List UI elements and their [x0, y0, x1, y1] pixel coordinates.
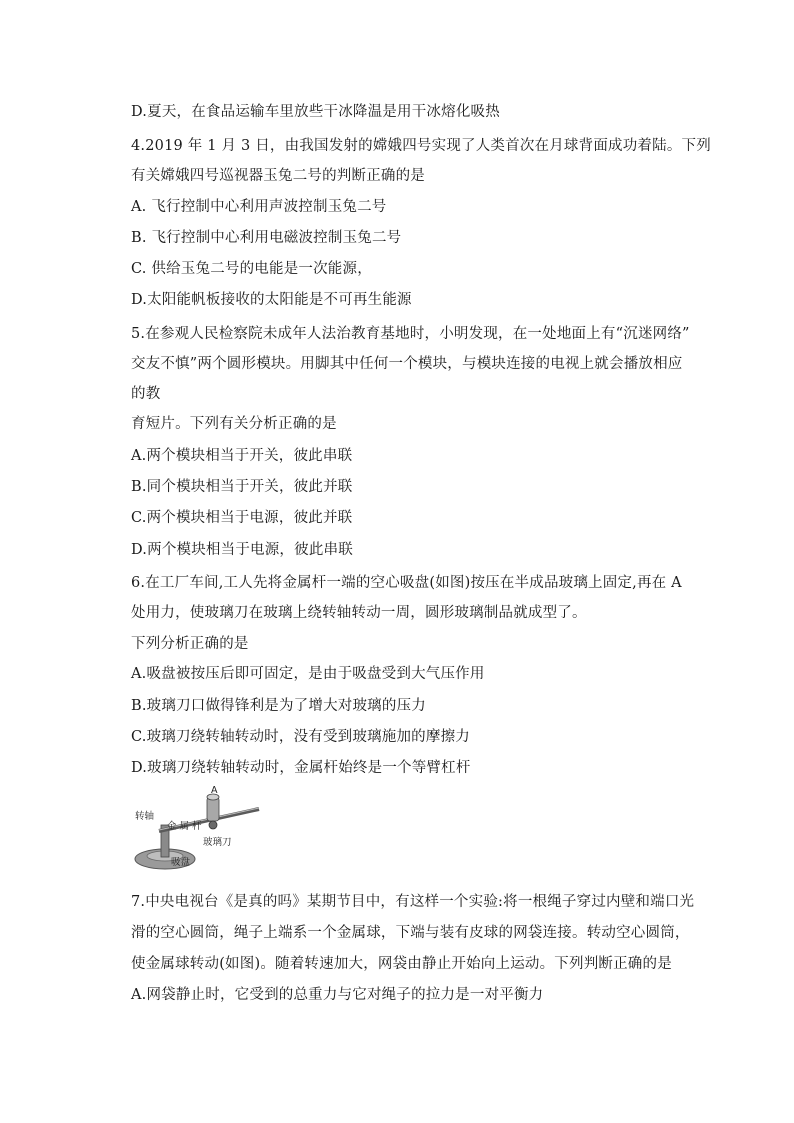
question-4-option-c: C. 供给玉兔二号的电能是一次能源， — [131, 261, 372, 277]
question-7-stem-line-3: 使金属球转动(如图)。随着转速加大，网袋由静止开始向上运动。下列判断正确的是 — [131, 956, 672, 972]
question-5-option-b: B.同个模块相当于开关，彼此并联 — [131, 479, 353, 495]
question-5-stem-line-1: 5.在参观人民检察院未成年人法治教育基地时，小明发现，在一处地面上有“沉迷网络” — [131, 326, 690, 342]
question-4-stem-line-1: 4.2019 年 1 月 3 日，由我国发射的嫦娥四号实现了人类首次在月球背面成功着陆。下列 — [131, 138, 711, 154]
figure-label-axis: 转轴 — [135, 811, 155, 822]
question-4-option-d: D.太阳能帆板接收的太阳能是不可再生能源 — [131, 292, 412, 308]
figure-label-a: A — [211, 785, 218, 796]
question-5-option-c: C.两个模块相当于电源，彼此并联 — [131, 510, 353, 526]
handle-a-shape — [207, 797, 219, 821]
question-5-option-a: A.两个模块相当于开关，彼此串联 — [131, 448, 353, 464]
figure-label-rod: 金 属 杆 — [167, 821, 202, 832]
question-7-option-a: A.网袋静止时，它受到的总重力与它对绳子的拉力是一对平衡力 — [131, 987, 544, 1003]
figure-label-knife: 玻璃刀 — [203, 837, 232, 848]
figure-label-cup: 吸盘 — [171, 857, 191, 868]
question-6-stem-line-1: 6.在工厂车间,工人先将金属杆一端的空心吸盘(如图)按压在半成品玻璃上固定,再在 A — [131, 575, 682, 591]
question-5-stem-line-2: 交友不慎”两个圆形模块。用脚其中任何一个模块，与模块连接的电视上就会播放相应 — [131, 356, 683, 372]
question-6-stem-line-3: 下列分析正确的是 — [131, 636, 249, 652]
question-4-option-b: B. 飞行控制中心利用电磁波控制玉兔二号 — [131, 230, 402, 246]
question-5-option-d: D.两个模块相当于电源，彼此串联 — [131, 542, 353, 558]
glass-cutter-illustration — [131, 785, 261, 873]
question-7-stem-line-2: 滑的空心圆筒，绳子上端系一个金属球，下端与装有皮球的网袋连接。转动空心圆筒， — [131, 925, 690, 941]
question-6-option-b: B.玻璃刀口做得锋利是为了增大对玻璃的压力 — [131, 698, 426, 714]
glass-cutter-figure — [131, 785, 261, 873]
question-6-option-a: A.吸盘被按压后即可固定，是由于吸盘受到大气压作用 — [131, 666, 485, 682]
glass-knife-shape — [209, 821, 217, 829]
question-5-stem-line-4: 育短片。下列有关分析正确的是 — [131, 416, 337, 432]
text-line-d-dry-ice: D.夏天，在食品运输车里放些干冰降温是用干冰熔化吸热 — [131, 104, 500, 120]
question-6-option-d: D.玻璃刀绕转轴转动时，金属杆始终是一个等臂杠杆 — [131, 760, 471, 776]
question-6-option-c: C.玻璃刀绕转轴转动时，没有受到玻璃施加的摩擦力 — [131, 729, 470, 745]
question-7-stem-line-1: 7.中央电视台《是真的吗》某期节目中，有这样一个实验:将一根绳子穿过内壁和端口光 — [131, 894, 695, 910]
question-4-option-a: A. 飞行控制中心利用声波控制玉兔二号 — [131, 199, 387, 215]
question-4-stem-line-2: 有关嫦娥四号巡视器玉兔二号的判断正确的是 — [131, 168, 425, 184]
question-6-stem-line-2: 处用力，使玻璃刀在玻璃上绕转轴转动一周，圆形玻璃制品就成型了。 — [131, 605, 587, 621]
question-5-stem-line-3: 的教 — [131, 386, 161, 402]
